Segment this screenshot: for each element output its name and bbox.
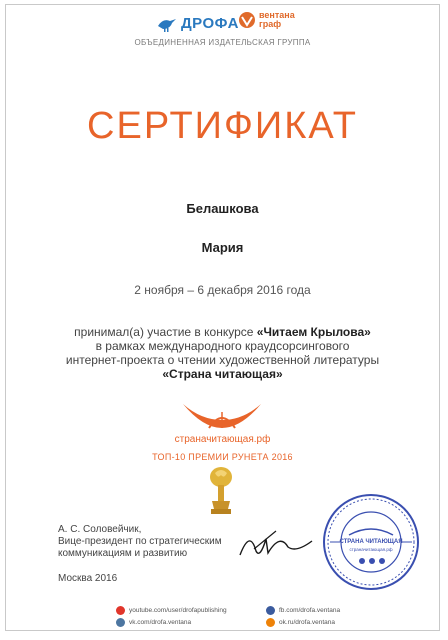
vk-link-text: vk.com/drofa.ventana xyxy=(129,619,192,626)
book-swoosh-icon xyxy=(181,398,263,434)
facebook-link-text: fb.com/drofa.ventana xyxy=(279,607,341,614)
odnoklassniki-icon xyxy=(266,618,275,627)
recipient-name: Мария xyxy=(201,240,244,255)
youtube-link[interactable] xyxy=(116,606,266,615)
ok-link-text: ok.ru/drofa.ventana xyxy=(279,619,336,626)
facebook-link[interactable] xyxy=(266,606,386,615)
handwritten-signature xyxy=(236,523,316,563)
project-site: страначитающая.рф xyxy=(174,434,271,445)
recipient-surname: Белашкова xyxy=(186,201,259,216)
stamp-center-text-1: СТРАНА ЧИТАЮЩАЯ xyxy=(339,539,403,545)
contest-dates: 2 ноября – 6 декабря 2016 года xyxy=(134,283,311,297)
award-caption: ТОП-10 ПРЕМИИ РУНЕТА 2016 xyxy=(152,452,293,462)
ventana-graf-logo xyxy=(238,11,295,29)
official-stamp xyxy=(322,493,420,591)
participation-line-1 xyxy=(6,325,439,339)
vk-icon xyxy=(116,618,125,627)
vk-link[interactable] xyxy=(116,618,266,627)
drofa-logo-text: ДРОФА xyxy=(181,15,239,32)
certificate xyxy=(5,4,440,631)
publisher-group-subtitle: ОБЪЕДИНЕННАЯ ИЗДАТЕЛЬСКАЯ ГРУППА xyxy=(134,38,311,47)
signatory-block xyxy=(58,524,222,560)
participation-text xyxy=(6,325,439,381)
ventana-graf-icon xyxy=(238,11,256,29)
youtube-link-text: youtube.com/user/drofapublishing xyxy=(129,607,227,614)
certificate-title: СЕРТИФИКАТ xyxy=(87,105,358,147)
participation-line-3: интернет-проекта о чтении художественной литературы xyxy=(65,353,380,367)
drofa-bird-icon xyxy=(156,16,178,32)
city-year: Москва 2016 xyxy=(58,573,118,584)
ventana-logo-text: вентана xyxy=(259,10,295,20)
participation-prefix: принимал(а) участие в конкурсе xyxy=(74,325,254,339)
contest-name: «Читаем Крылова» xyxy=(256,325,371,339)
stamp-center-text-2: страначитающая.рф xyxy=(349,547,393,552)
facebook-icon xyxy=(266,606,275,615)
graf-logo-text: граф xyxy=(259,19,282,29)
signatory-position-1: Вице-президент по стратегическим xyxy=(58,536,222,547)
social-links xyxy=(116,606,386,627)
project-name: «Страна читающая» xyxy=(162,367,283,381)
ok-link[interactable] xyxy=(266,618,386,627)
award-statuette-icon xyxy=(206,465,236,517)
participation-line-2: в рамках международного краудсорсингового xyxy=(95,339,350,353)
youtube-icon xyxy=(116,606,125,615)
signatory-name: А. С. Соловейчик, xyxy=(58,524,142,535)
drofa-logo xyxy=(156,15,239,32)
signatory-position-2: коммуникациям и развитию xyxy=(58,548,188,559)
